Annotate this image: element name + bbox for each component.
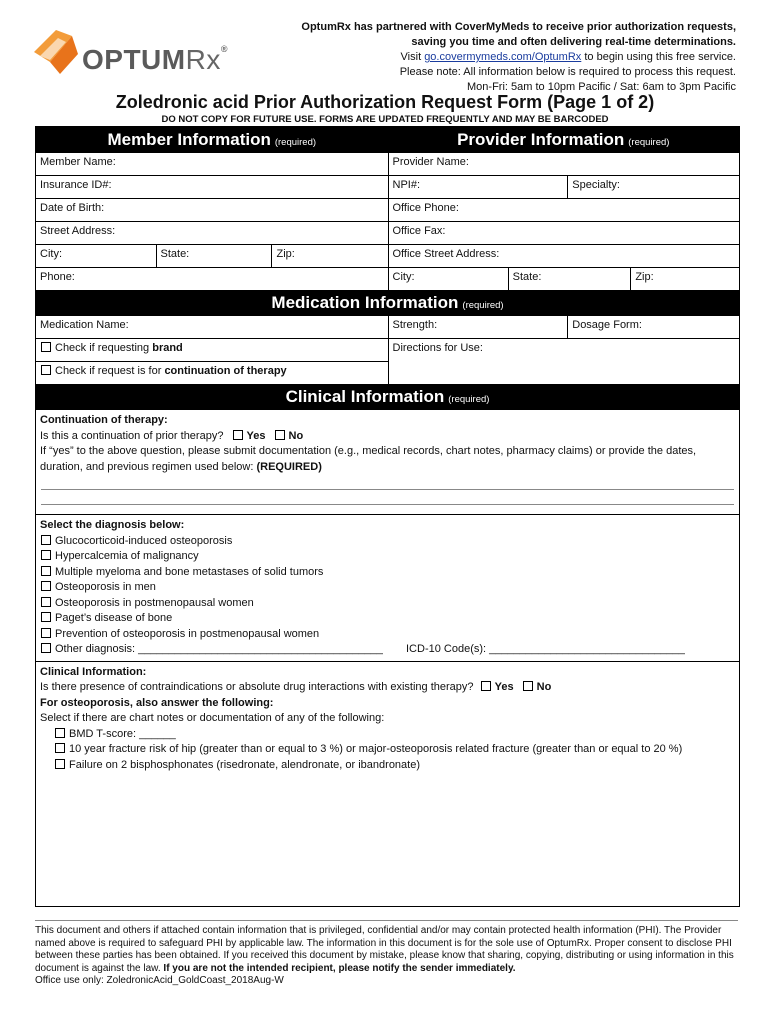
osteoporosis-question: Select if there are chart notes or documentation of any of the following: — [40, 712, 385, 724]
confidentiality-notice: This document and others if attached contain information that is privileged, confidential and/or may contain protected health information (PHI). The Provider named above is required to safeguard PHI by applicable law. The information in this document is for the sole use of OptumRx. Proper consent to disclose PHI between these parties has been obtained. If you received this document by mistake, please know that sharing, copying, distributing or using information in this document is against the law. — [35, 925, 734, 974]
osteoporosis-item[interactable] — [40, 742, 735, 758]
member-provider-grid — [36, 153, 739, 290]
continuation-checkbox-row[interactable] — [36, 362, 388, 384]
member-street-field[interactable]: Street Address: — [40, 225, 116, 237]
brand-label: Check if requesting — [55, 342, 153, 354]
office-use-code: Office use only: ZoledronicAcid_GoldCoast_2018Aug-W — [35, 975, 284, 986]
osteoporosis-label: Failure on 2 bisphosphonates (risedronate, alendronate, or ibandronate) — [69, 758, 421, 771]
icd10-field[interactable]: ICD-10 Code(s): ________________________________ — [406, 643, 685, 655]
osteoporosis-label: BMD T-score: ______ — [69, 727, 176, 740]
member-heading: Member Information — [107, 130, 271, 149]
medication-left — [36, 316, 388, 384]
member-required: (required) — [274, 136, 317, 148]
diagnosis-item[interactable] — [40, 596, 735, 612]
brand-name-a: OPTUM — [82, 44, 186, 75]
continuation-required: (REQUIRED) — [256, 460, 322, 473]
medication-required: (required) — [462, 299, 504, 311]
medication-grid — [36, 316, 739, 384]
member-state-field[interactable]: State: — [156, 245, 272, 267]
diagnosis-item[interactable] — [40, 565, 735, 581]
osteoporosis-item[interactable] — [40, 727, 735, 743]
diagnosis-item[interactable] — [40, 534, 735, 550]
contraindication-yes-label: Yes — [494, 681, 514, 693]
continuation-label-bold: continuation of therapy — [164, 365, 287, 377]
diagnosis-checkbox[interactable] — [41, 535, 51, 545]
brand-label-bold: brand — [152, 342, 183, 354]
brand-checkbox-row[interactable] — [36, 339, 388, 361]
clinical-info-title: Clinical Information: — [40, 665, 147, 678]
osteoporosis-checkbox[interactable] — [55, 759, 65, 769]
dosage-form-field[interactable]: Dosage Form: — [567, 316, 739, 338]
office-fax-field[interactable]: Office Fax: — [392, 225, 446, 237]
contraindication-yes-checkbox[interactable] — [481, 681, 491, 691]
header-notice — [216, 20, 736, 95]
continuation-note-2: duration, and previous regimen used below: — [40, 460, 257, 473]
diagnosis-label: Osteoporosis in men — [55, 581, 156, 593]
header-hours: Mon-Fri: 5am to 10pm Pacific / Sat: 6am to 3pm Pacific — [467, 81, 736, 93]
confidentiality-notice-bold: If you are not the intended recipient, please notify the sender immediately. — [163, 962, 516, 974]
medication-name-field[interactable]: Medication Name: — [40, 319, 129, 331]
insurance-id-field[interactable]: Insurance ID#: — [40, 179, 112, 191]
form-title: Zoledronic acid Prior Authorization Request Form (Page 1 of 2) — [115, 92, 655, 112]
contraindication-no-checkbox[interactable] — [523, 681, 533, 691]
member-zip-field[interactable]: Zip: — [271, 245, 387, 267]
diagnosis-checkbox[interactable] — [41, 628, 51, 638]
medication-section-header — [36, 290, 739, 316]
osteoporosis-item[interactable] — [40, 758, 735, 774]
other-diagnosis-label: Other diagnosis: ________________________________________ — [55, 643, 383, 655]
other-diagnosis-checkbox[interactable] — [41, 643, 51, 653]
provider-heading: Provider Information — [457, 130, 625, 149]
dob-field[interactable]: Date of Birth: — [40, 202, 105, 214]
diagnosis-section — [36, 514, 739, 661]
continuation-no-label: No — [288, 429, 304, 442]
clinical-required: (required) — [448, 393, 490, 405]
provider-zip-field[interactable]: Zip: — [630, 268, 739, 290]
continuation-title: Continuation of therapy: — [40, 414, 168, 426]
diagnosis-checkbox[interactable] — [41, 597, 51, 607]
member-name-field[interactable]: Member Name: — [40, 156, 116, 168]
contraindication-no-label: No — [536, 681, 552, 693]
copy-warning: DO NOT COPY FOR FUTURE USE. FORMS ARE UPDATED FREQUENTLY AND MAY BE BARCODED — [161, 114, 609, 125]
covermymeds-link[interactable]: go.covermymeds.com/OptumRx — [424, 51, 582, 63]
member-section-header — [36, 127, 388, 153]
clinical-section-header — [36, 384, 739, 410]
continuation-no-checkbox[interactable] — [275, 430, 285, 440]
specialty-field[interactable]: Specialty: — [567, 176, 739, 198]
directions-field[interactable]: Directions for Use: — [392, 342, 483, 354]
brand-wordmark — [82, 44, 228, 76]
office-street-field[interactable]: Office Street Address: — [392, 248, 500, 260]
clinical-info-section — [36, 661, 739, 906]
osteoporosis-checkbox[interactable] — [55, 728, 65, 738]
strength-field[interactable]: Strength: — [392, 319, 438, 331]
diagnosis-checkbox[interactable] — [41, 566, 51, 576]
provider-required: (required) — [628, 136, 670, 148]
osteoporosis-checkbox[interactable] — [55, 743, 65, 753]
form-body — [35, 126, 740, 907]
office-phone-field[interactable]: Office Phone: — [392, 202, 459, 214]
header-line-1: OptumRx has partnered with CoverMyMeds to receive prior authorization requests, — [301, 21, 736, 33]
diagnosis-item[interactable] — [40, 611, 735, 627]
continuation-question: Is this a continuation of prior therapy? — [40, 429, 224, 442]
diagnosis-label: Paget’s disease of bone — [55, 612, 173, 624]
medication-heading: Medication Information — [271, 293, 459, 312]
member-city-field[interactable]: City: — [40, 248, 62, 260]
diagnosis-item[interactable] — [40, 549, 735, 565]
member-phone-field[interactable]: Phone: — [40, 271, 75, 283]
provider-fields — [388, 153, 740, 290]
osteoporosis-label: 10 year fracture risk of hip (greater than or equal to 3 %) or major-osteoporosis related fracture (greater than or equal to 20 %) — [69, 743, 683, 755]
continuation-yes-label: Yes — [246, 429, 266, 442]
medication-right — [388, 316, 740, 384]
diagnosis-checkbox[interactable] — [41, 612, 51, 622]
continuation-label: Check if request is for — [55, 365, 165, 377]
diagnosis-title: Select the diagnosis below: — [40, 519, 185, 531]
diagnosis-label: Prevention of osteoporosis in postmenopausal women — [55, 627, 320, 640]
diagnosis-label: Glucocorticoid-induced osteoporosis — [55, 534, 233, 547]
continuation-answer-line-2[interactable] — [41, 490, 734, 505]
member-fields — [36, 153, 388, 290]
npi-field[interactable]: NPI#: — [392, 179, 421, 191]
footer-divider — [35, 920, 738, 921]
diagnosis-label: Hypercalcemia of malignancy — [55, 550, 199, 562]
clinical-heading: Clinical Information — [285, 387, 445, 406]
continuation-note-1: If “yes” to the above question, please submit documentation (e.g., medical records, chart notes, pharmacy claims) or provide the dates, — [40, 445, 697, 457]
registered-mark: ® — [220, 44, 228, 54]
diagnosis-item[interactable] — [40, 580, 735, 596]
continuation-yes-checkbox[interactable] — [233, 430, 243, 440]
provider-name-field[interactable]: Provider Name: — [392, 156, 469, 168]
header-line-3-post: to begin using this free service. — [581, 51, 736, 63]
other-diagnosis-row[interactable] — [40, 642, 735, 658]
continuation-checkbox[interactable] — [41, 365, 51, 375]
diagnosis-checkbox[interactable] — [41, 581, 51, 591]
continuation-answer-line-1[interactable] — [41, 475, 734, 490]
brand-checkbox[interactable] — [41, 342, 51, 352]
header-line-4: Please note: All information below is required to process this request. — [399, 66, 736, 78]
brand-name-b: Rx — [185, 44, 221, 75]
contraindication-question: Is there presence of contraindications or absolute drug interactions with existing therapy? — [40, 681, 474, 693]
diagnosis-label: Multiple myeloma and bone metastases of solid tumors — [55, 565, 324, 578]
diagnosis-checkbox[interactable] — [41, 550, 51, 560]
provider-section-header — [388, 127, 740, 153]
provider-city-field[interactable]: City: — [392, 271, 415, 283]
header-line-2: saving you time and often delivering real-time determinations. — [411, 36, 736, 48]
header-line-3-pre: Visit — [400, 51, 425, 63]
osteoporosis-title: For osteoporosis, also answer the following: — [40, 696, 274, 709]
diagnosis-item[interactable] — [40, 627, 735, 643]
provider-state-field[interactable]: State: — [508, 268, 631, 290]
continuation-section — [36, 410, 739, 514]
footer — [35, 925, 738, 988]
diagnosis-label: Osteoporosis in postmenopausal women — [55, 596, 254, 609]
